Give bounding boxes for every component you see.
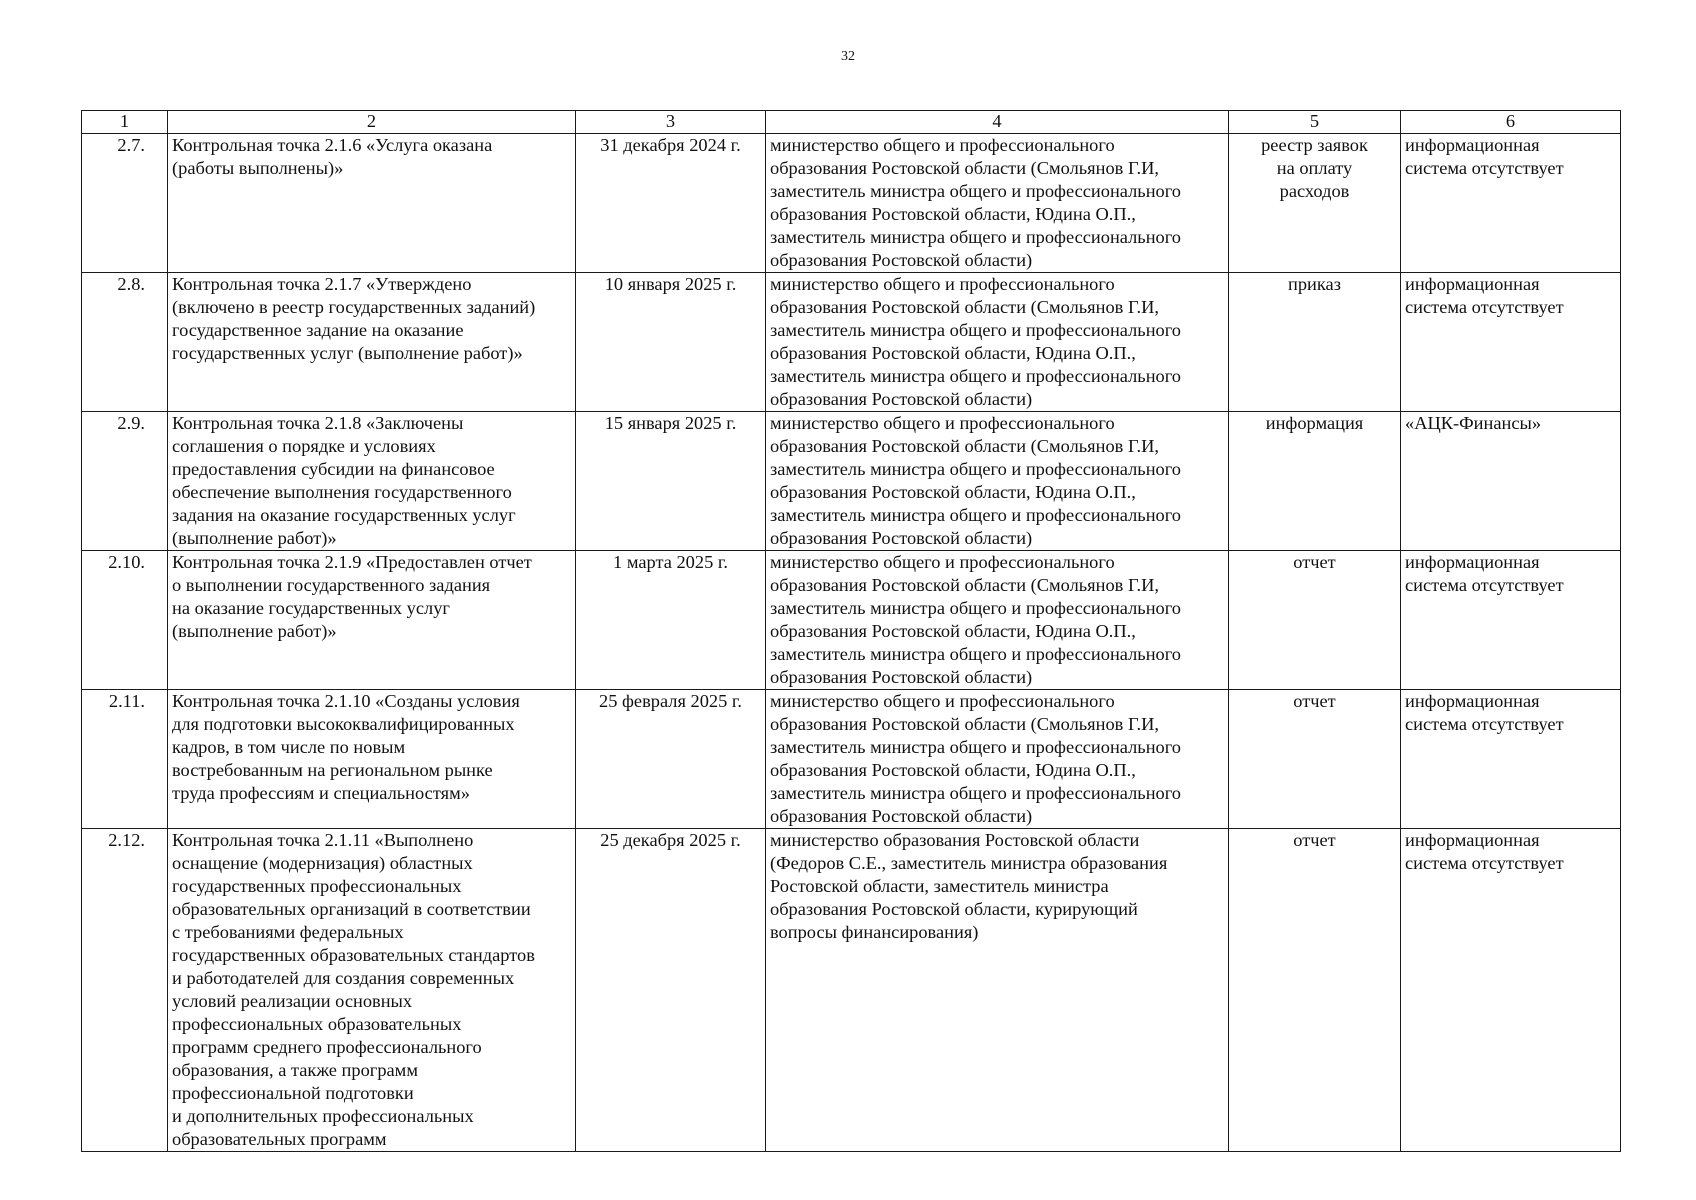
column-header: 1 xyxy=(82,111,168,134)
checkpoint-description: Контрольная точка 2.1.10 «Созданы условия для подготовки высококвалифицированных кадров, в том числе по новым востребованным на региональном рынке труда профессиям и специальностям» xyxy=(168,690,576,829)
column-header: 3 xyxy=(576,111,766,134)
checkpoint-description: Контрольная точка 2.1.9 «Предоставлен отчет о выполнении государственного задания на оказание государственных услуг (выполнение работ)» xyxy=(168,551,576,690)
column-header: 2 xyxy=(168,111,576,134)
responsible-executor: министерство общего и профессионального образования Ростовской области (Смольянов Г.И, заместитель министра общего и профессионального образования Ростовской области, Юдина О.П., заместитель министра общего и профессионального образования Ростовской области) xyxy=(766,134,1229,273)
table-row xyxy=(82,412,1621,551)
table-row xyxy=(82,829,1621,1152)
deadline-date: 25 декабря 2025 г. xyxy=(576,829,766,1152)
checkpoint-description: Контрольная точка 2.1.8 «Заключены соглашения о порядке и условиях предоставления субсидии на финансовое обеспечение выполнения государственного задания на оказание государственных услуг (выполнение работ)» xyxy=(168,412,576,551)
row-number: 2.12. xyxy=(82,829,168,1152)
information-system: «АЦК-Финансы» xyxy=(1401,412,1621,551)
column-header: 6 xyxy=(1401,111,1621,134)
table-row xyxy=(82,690,1621,829)
confirming-document: отчет xyxy=(1229,829,1401,1152)
deadline-date: 1 марта 2025 г. xyxy=(576,551,766,690)
information-system: информационная система отсутствует xyxy=(1401,134,1621,273)
confirming-document: реестр заявок на оплату расходов xyxy=(1229,134,1401,273)
row-number: 2.7. xyxy=(82,134,168,273)
table-row xyxy=(82,273,1621,412)
page-number: 32 xyxy=(841,49,855,64)
column-header: 5 xyxy=(1229,111,1401,134)
checkpoint-description: Контрольная точка 2.1.11 «Выполнено оснащение (модернизация) областных государственных профессиональных образовательных организаций в соответствии с требованиями федеральных государственных образовательных стандартов и работодателей для создания современных условий реализации основных профессиональных образовательных программ среднего профессионального образования, а также программ профессиональной подготовки и дополнительных профессиональных образовательных программ xyxy=(168,829,576,1152)
column-header: 4 xyxy=(766,111,1229,134)
deadline-date: 10 января 2025 г. xyxy=(576,273,766,412)
information-system: информационная система отсутствует xyxy=(1401,551,1621,690)
deadline-date: 15 января 2025 г. xyxy=(576,412,766,551)
column-number-row xyxy=(82,111,1621,134)
row-number: 2.11. xyxy=(82,690,168,829)
confirming-document: отчет xyxy=(1229,690,1401,829)
row-number: 2.9. xyxy=(82,412,168,551)
responsible-executor: министерство общего и профессионального образования Ростовской области (Смольянов Г.И, заместитель министра общего и профессионального образования Ростовской области, Юдина О.П., заместитель министра общего и профессионального образования Ростовской области) xyxy=(766,412,1229,551)
deadline-date: 31 декабря 2024 г. xyxy=(576,134,766,273)
confirming-document: информация xyxy=(1229,412,1401,551)
information-system: информационная система отсутствует xyxy=(1401,690,1621,829)
responsible-executor: министерство образования Ростовской области (Федоров С.Е., заместитель министра образования Ростовской области, заместитель министра образования Ростовской области, курирующий вопросы финансирования) xyxy=(766,829,1229,1152)
deadline-date: 25 февраля 2025 г. xyxy=(576,690,766,829)
confirming-document: приказ xyxy=(1229,273,1401,412)
row-number: 2.8. xyxy=(82,273,168,412)
table-row xyxy=(82,551,1621,690)
table-row xyxy=(82,134,1621,273)
checkpoint-description: Контрольная точка 2.1.6 «Услуга оказана (работы выполнены)» xyxy=(168,134,576,273)
responsible-executor: министерство общего и профессионального образования Ростовской области (Смольянов Г.И, заместитель министра общего и профессионального образования Ростовской области, Юдина О.П., заместитель министра общего и профессионального образования Ростовской области) xyxy=(766,273,1229,412)
confirming-document: отчет xyxy=(1229,551,1401,690)
responsible-executor: министерство общего и профессионального образования Ростовской области (Смольянов Г.И, заместитель министра общего и профессионального образования Ростовской области, Юдина О.П., заместитель министра общего и профессионального образования Ростовской области) xyxy=(766,551,1229,690)
responsible-executor: министерство общего и профессионального образования Ростовской области (Смольянов Г.И, заместитель министра общего и профессионального образования Ростовской области, Юдина О.П., заместитель министра общего и профессионального образования Ростовской области) xyxy=(766,690,1229,829)
checkpoint-description: Контрольная точка 2.1.7 «Утверждено (включено в реестр государственных заданий) государственное задание на оказание государственных услуг (выполнение работ)» xyxy=(168,273,576,412)
information-system: информационная система отсутствует xyxy=(1401,273,1621,412)
control-points-table xyxy=(81,110,1621,1152)
information-system: информационная система отсутствует xyxy=(1401,829,1621,1152)
row-number: 2.10. xyxy=(82,551,168,690)
